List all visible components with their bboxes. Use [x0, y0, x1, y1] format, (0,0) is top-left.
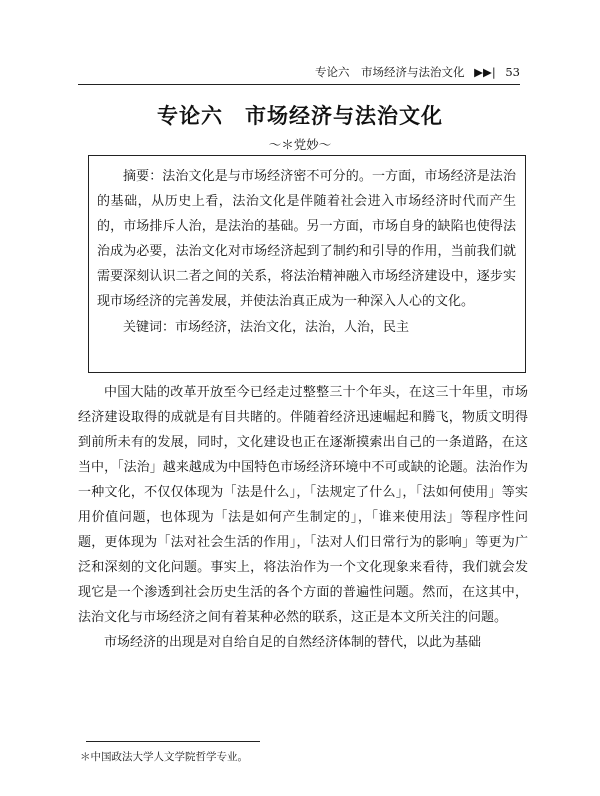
footnote: ＊中国政法大学人文学院哲学专业。 — [80, 751, 248, 763]
running-header — [78, 62, 520, 85]
main-text — [78, 380, 528, 655]
arrow-icon: ▶▶| — [474, 65, 496, 79]
abstract-text: 摘要：法治文化是与市场经济密不可分的。一方面，市场经济是法治的基础，从历史上看，法治文化是伴随着社会进入市场经济时代而产生的，市场排斥人治，是法治的基础。另一方面，市场自身的缺陷也使得法治成为必要，法治文化对市场经济起到了制约和引导的作用，当前我们就需要深刻认识二者之间的关系，将法治精神融入市场经济建设中，逐步实现市场经济的完善发展，并使法治真正成为一种深入人心的文化。 — [97, 169, 516, 309]
running-title: 专论六 市场经济与法治文化 — [314, 65, 465, 79]
paragraph-1: 中国大陆的改革开放至今已经走过整整三十个年头，在这三十年里，市场经济建设取得的成就是有目共睹的。伴随着经济迅速崛起和腾飞，物质文明得到前所未有的发展，同时，文化建设也正在逐渐摸索出自己的一条道路，在这当中，「法治」越来越成为中国特色市场经济环境中不可或缺的论题。法治作为一种文化，不仅仅体现为「法是什么」，「法规定了什么」，「法如何使用」等实用价值问题，也体现为「法是如何产生制定的」，「谁来使用法」等程序性问题，更体现为「法对社会生活的作用」，「法对人们日常行为的影响」等更为广泛和深刻的文化问题。事实上，将法治作为一个文化现象来看待，我们就会发现它是一个渗透到社会历史生活的各个方面的普遍性问题。然而，在这其中，法治文化与市场经济之间有着某种必然的联系，这正是本文所关注的问题。 — [78, 385, 528, 625]
keywords: 关键词：市场经济，法治文化，法治，人治，民主 — [123, 320, 410, 335]
page-number: 53 — [505, 65, 520, 79]
article-title: 专论六 市场经济与法治文化 — [157, 103, 443, 128]
author-line: ～＊党妙～ — [268, 137, 332, 152]
footnote-divider — [86, 741, 260, 742]
abstract-box — [88, 155, 526, 373]
paragraph-2: 市场经济的出现是对自给自足的自然经济体制的替代，以此为基础 — [104, 635, 482, 650]
